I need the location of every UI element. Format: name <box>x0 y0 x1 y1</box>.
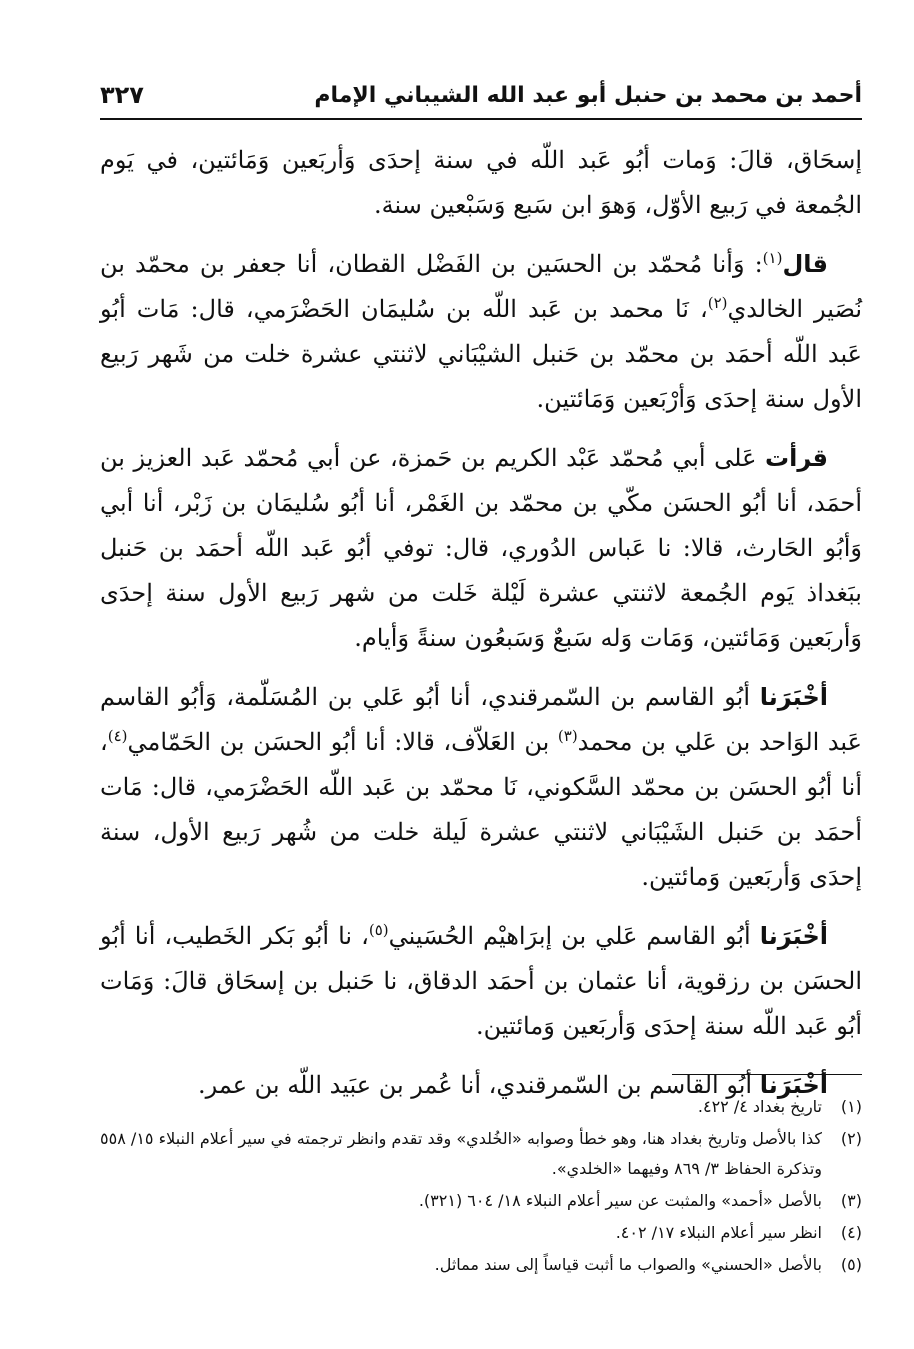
paragraph-2 <box>100 242 862 422</box>
footnote <box>100 1124 862 1184</box>
footnote-text: بالأصل «أحمد» والمثبت عن سير أعلام النبلاء ١٨/ ٦٠٤ (٣٢١). <box>418 1191 822 1210</box>
footnote-divider <box>672 1074 862 1075</box>
footnote-ref: (٣) <box>557 727 578 745</box>
lead-word: أخْبَرَنا <box>759 922 828 950</box>
paragraph-5 <box>100 914 862 1049</box>
lead-word: قرأت <box>765 444 828 472</box>
footnote-text: انظر سير أعلام النبلاء ١٧/ ٤٠٢. <box>615 1223 822 1242</box>
footnote-ref: (٥) <box>368 921 389 939</box>
footnote <box>100 1186 862 1216</box>
page-header <box>100 72 862 120</box>
footnote-text: كذا بالأصل وتاريخ بغداد هنا، وهو خطأ وصوابه «الخُلدي» وقد تقدم وانظر ترجمته في سير أعلام النبلاء ١٥/ ٥٥٨ وتذكرة الحفاظ ٣/ ٨٦٩ وفيهما «الخلدي». <box>100 1129 822 1178</box>
paragraph-text: ، نَا محمد بن عَبد اللّه بن سُليمَان الحَضْرَمي، قال: مَات أبُو عَبد اللّه أحمَد بن محمّد بن حَنبل الشيْبَاني لاثنتي عشرة خلت من شَهر رَبيع الأول سنة إحدَى وَأرْبَعين وَمَائتين. <box>100 295 863 413</box>
footnote-text: بالأصل «الحسني» والصواب ما أثبت قياساً إلى سند مماثل. <box>434 1255 822 1274</box>
paragraph-text: إسحَاق، قالَ: وَمات أبُو عَبد اللّه في سنة إحدَى وَأربَعين وَمَائتين، في يَوم الجُمعة في رَبيع الأوّل، وَهوَ ابن سَبع وَسَبْعين سنة. <box>100 146 862 219</box>
footnote <box>100 1092 862 1122</box>
main-text <box>100 138 862 1122</box>
paragraph-3 <box>100 436 862 661</box>
footnote-ref: (١) <box>762 249 783 267</box>
paragraph-1 <box>100 138 862 228</box>
footnote <box>100 1250 862 1280</box>
footnote-number: (١) <box>840 1097 862 1116</box>
footnote-number: (٢) <box>840 1129 862 1148</box>
lead-word: قال <box>782 250 828 278</box>
footnote-number: (٥) <box>840 1255 862 1274</box>
footnote-number: (٤) <box>840 1223 862 1242</box>
paragraph-text: ، نا أبُو بَكر الخَطيب، أنا أبُو الحسَن بن رزقوية، أنا عثمان بن أحمَد الدقاق، نا حَنبل بن إسحَاق قالَ: وَمَات أبُو عَبد اللّه سنة إحدَى وَأربَعين وَمائتين. <box>100 922 862 1040</box>
footnotes <box>100 1092 862 1282</box>
footnote-ref: (٢) <box>707 294 728 312</box>
footnote-text: تاريخ بغداد ٤/ ٤٢٢. <box>697 1097 822 1116</box>
paragraph-text: أبُو القاسم عَلي بن إبرَاهيْم الحُسَيني <box>388 922 760 950</box>
footnote <box>100 1218 862 1248</box>
lead-word: أخْبَرَنا <box>759 1071 828 1099</box>
paragraph-text: أبُو القاسم بن السّمرقندي، أنا عُمر بن عبَيد اللّه بن عمر. <box>197 1071 760 1099</box>
paragraph-4 <box>100 675 862 900</box>
lead-word: أخْبَرَنا <box>759 683 828 711</box>
paragraph-text: أبُو القاسم بن السّمرقندي، أنا أبُو عَلي بن المُسَلّمة، وَأبُو القاسم عَبد الوَاحد بن عَلي بن محمد <box>100 683 862 756</box>
paragraph-text: : وَأنا مُحمّد بن الحسَين بن الفَضْل القطان، أنا جعفر بن محمّد بن نُصَير الخالدي <box>100 250 862 323</box>
footnote-number: (٣) <box>840 1191 862 1210</box>
page-number: ٣٢٧ <box>100 81 144 109</box>
footnote-ref: (٤) <box>107 727 128 745</box>
paragraph-text: ، أنا أبُو الحسَن بن محمّد السَّكوني، نَا محمّد بن عَبد اللّه الحَضْرَمي، قال: مَات أحمَد بن حَنبل الشَيْبَاني لاثنتي عشرة لَيلة خلت من شُهر رَبيع الأول، سنة إحدَى وَأربَعين وَمائتين. <box>100 728 862 891</box>
paragraph-text: بن العَلاّف، قالا: أنا أبُو الحسَن بن الحَمّامي <box>127 728 558 756</box>
paragraph-text: عَلى أبي مُحمّد عَبْد الكريم بن حَمزة، عن أبي مُحمّد عَبد العزيز بن أحمَد، أنا أبُو الحسَن مكّي بن محمّد بن الغَمْر، أنا أبُو سُليمَان بن زَبْر، أنا أبي وَأبُو الحَارث، قالا: نا عَباس الدُوري، قال: توفي أبُو عَبد اللّه أحمَد بن حَنبل ببَغداذ يَوم الجُمعة لاثنتي عشرة لَيْلة خَلت من شهر رَبيع الأول سنة إحدَى وَأربَعين وَمَائتين، وَمَات وَله سَبعٌ وَسَبعُون سنةً وَأيام. <box>100 444 862 652</box>
running-title: أحمد بن محمد بن حنبل أبو عبد الله الشيباني الإمام <box>314 82 862 108</box>
